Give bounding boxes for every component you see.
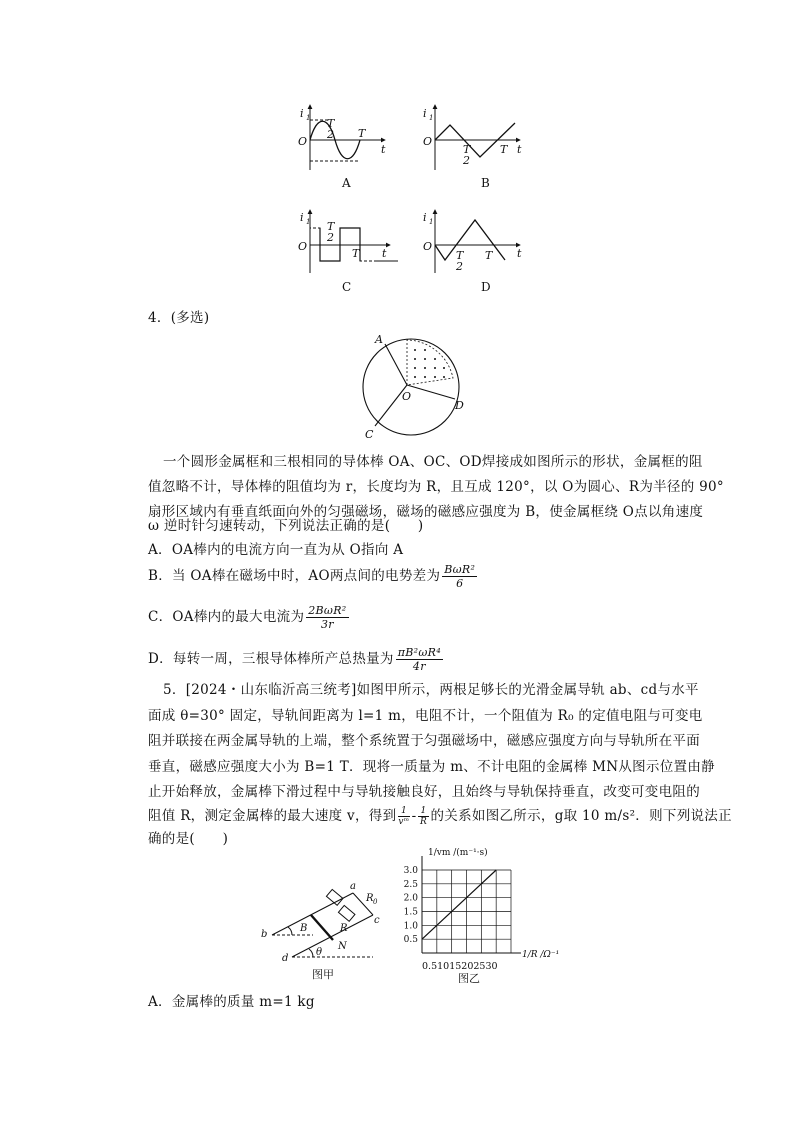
graph-c-full: T <box>352 247 360 260</box>
q4-option-c-text: C．OA棒内的最大电流为 <box>148 609 305 625</box>
q4-figure <box>355 330 475 445</box>
graph-a-half-den: 2 <box>327 128 334 141</box>
graph-a-ylabel: i <box>300 107 304 120</box>
q5-option-a: A．金属棒的质量 m=1 kg <box>148 994 315 1010</box>
graph-d-full: T <box>485 249 493 262</box>
q5-line2: 面成 θ=30° 固定，导轨间距离为 l=1 m，电阻不计，一个阻值为 R₀ 的定值电阻与可变电 <box>148 708 703 724</box>
fig-yi-caption: 图乙 <box>458 972 480 983</box>
graph-b-xlabel: t <box>517 143 522 156</box>
graph-b-ylabel: i <box>423 107 427 120</box>
graph-b-origin: O <box>423 135 433 148</box>
graph-c-half-den: 2 <box>327 231 334 244</box>
chart-ytick-label: 1.0 <box>403 921 418 932</box>
q5-line1: 5．[2024・山东临沂高三统考]如图甲所示，两根足够长的光滑金属导轨 ab、cd与水平 <box>163 682 699 698</box>
q5-inv-r-fraction: $\frac{1}{R}$ <box>419 806 428 827</box>
q4-option-c <box>148 604 351 631</box>
graph-c-half-num: T <box>327 220 335 233</box>
graph-c-xlabel: t <box>382 247 387 260</box>
q5-line5: 止开始释放，金属棒下滑过程中与导轨接触良好，且始终与导轨保持垂直，改变可变电阻的 <box>148 784 700 800</box>
graph-c <box>310 210 398 273</box>
rod-od <box>407 385 455 399</box>
fig-jia-caption: 图甲 <box>312 968 334 980</box>
rail-d-label: d <box>282 953 289 964</box>
q4-number: 4．(多选) <box>148 310 210 326</box>
graph-d-xlabel: t <box>517 247 522 260</box>
q4-option-d-text: D．每转一周，三根导体棒所产总热量为 <box>148 651 394 667</box>
label-c: C <box>365 428 374 441</box>
chart-ylabel: 1/vm /(m⁻¹·s) <box>428 848 488 858</box>
q4-option-c-num: 2BωR² <box>308 604 347 617</box>
graph-d <box>435 210 520 273</box>
graph-a-full: T <box>358 127 366 140</box>
graph-c-ylabel: i <box>300 211 304 224</box>
chart-ytick-label: 1.5 <box>403 907 418 918</box>
chart-grid <box>422 856 521 953</box>
q4-option-d-den: 4r <box>412 660 426 673</box>
r0-sub-label: 0 <box>373 898 378 906</box>
q5-line6-pre: 阻值 R，测定金属棒的最大速度 v，得到 <box>148 808 397 824</box>
q4-option-a: A．OA棒内的电流方向一直为从 O指向 A <box>148 542 404 558</box>
graph-d-half-den: 2 <box>456 260 463 273</box>
chart-ytick-label: 0.5 <box>403 935 418 946</box>
n-label: N <box>338 941 347 952</box>
graph-d-ysub: 1 <box>429 218 434 226</box>
chart-ytick-label: 2.0 <box>403 893 418 904</box>
graph-b <box>435 105 520 170</box>
q5-line3: 阻并联接在两金属导轨的上端，整个系统置于匀强磁场中，磁感应强度方向与导轨所在平面 <box>148 733 700 749</box>
graph-a-origin: O <box>298 135 308 148</box>
q4-stem-line2: 值忽略不计，导体棒的阻值均为 r，长度均为 R，且互成 120°，以 O为圆心、R为半径的 90° <box>148 479 724 495</box>
q4-option-b-fraction <box>442 563 477 590</box>
q5-line6-post: 的关系如图乙所示，g取 10 m/s²．则下列说法正 <box>430 808 732 824</box>
graph-b-half-den: 2 <box>463 154 470 167</box>
q5-chart <box>398 848 568 983</box>
graph-d-half-num: T <box>456 249 464 262</box>
graph-c-ysub: 1 <box>306 218 311 226</box>
label-o: O <box>402 390 412 403</box>
q4-option-d-num: πB²ωR⁴ <box>397 646 441 659</box>
q4-option-b-num: BωR² <box>444 563 476 576</box>
graph-b-half-num: T <box>463 143 471 156</box>
q4-stem-line1: 一个圆形金属框和三根相同的导体棒 OA、OC、OD焊接成如图所示的形状，金属框的阻 <box>163 454 703 470</box>
graph-a-xlabel: t <box>381 143 386 156</box>
q5-line4: 垂直，磁感应强度大小为 B=1 T．现将一质量为 m、不计电阻的金属棒 MN从图示位置由静 <box>148 759 715 775</box>
rail-b-label: b <box>261 929 268 940</box>
caption-a: A <box>342 176 351 190</box>
q5-line7: 确的是( ) <box>148 831 229 847</box>
q5-line6: 阻值 R，测定金属棒的最大速度 v，得到 $\frac{1}{\text{vᵐ}}$ - $\frac{1}{R}$ 的关系如图乙所示，g取 10 m/s²．则下列说法正 <box>148 806 732 827</box>
caption-c: C <box>342 280 352 294</box>
rail-a-label: a <box>350 881 356 892</box>
caption-b: B <box>481 176 490 190</box>
chart-xlabel: 1/R /Ω⁻¹ <box>522 950 560 960</box>
q4-option-b-text: B．当 OA棒在磁场中时，AO两点间的电势差为 <box>148 568 441 584</box>
chart-series <box>422 870 496 939</box>
caption-d: D <box>481 280 491 294</box>
rail-c-label: c <box>374 915 380 926</box>
magnetic-field-region <box>407 340 453 385</box>
r0-label: R <box>366 893 374 904</box>
r-label: R <box>340 923 348 934</box>
q5-inv-v-fraction: $\frac{1}{\text{vᵐ}}$ <box>398 806 410 827</box>
graph-b-full: T <box>500 143 508 156</box>
chart-ytick-label: 2.5 <box>403 879 418 890</box>
graph-a <box>310 105 385 170</box>
q4-option-d-fraction <box>396 646 443 673</box>
label-a: A <box>375 333 383 346</box>
chart-series-line <box>422 870 496 939</box>
q4-option-b <box>148 563 479 590</box>
q4-stem-line4: ω 逆时针匀速转动，下列说法正确的是( ) <box>148 518 424 534</box>
chart-xtick-labels: 0.51015202530 <box>422 961 498 972</box>
b-label: B <box>300 923 308 934</box>
q4-option-d <box>148 646 445 673</box>
chart-ytick-label: 3.0 <box>403 866 418 876</box>
q4-stem-line3: 扇形区域内有垂直纸面向外的匀强磁场，磁场的磁感应强度为 B，使金属框绕 O点以角速度 <box>148 504 704 520</box>
chart-y-ticks <box>404 866 419 945</box>
rod-oa <box>385 344 407 385</box>
graph-b-ysub: 1 <box>429 114 434 122</box>
theta-label: θ <box>316 947 323 958</box>
graph-c-origin: O <box>298 240 308 253</box>
graph-a-ysub: 1 <box>306 114 311 122</box>
graph-d-origin: O <box>423 240 433 253</box>
q4-option-c-den: 3r <box>320 618 334 631</box>
q5-figure-jia <box>258 875 388 980</box>
label-d: D <box>455 399 464 412</box>
graph-d-ylabel: i <box>423 211 427 224</box>
q3-graphs <box>280 95 540 295</box>
graph-a-half-num: T <box>327 117 335 130</box>
q4-option-b-den: 6 <box>456 577 464 590</box>
q4-option-c-fraction <box>306 604 348 631</box>
